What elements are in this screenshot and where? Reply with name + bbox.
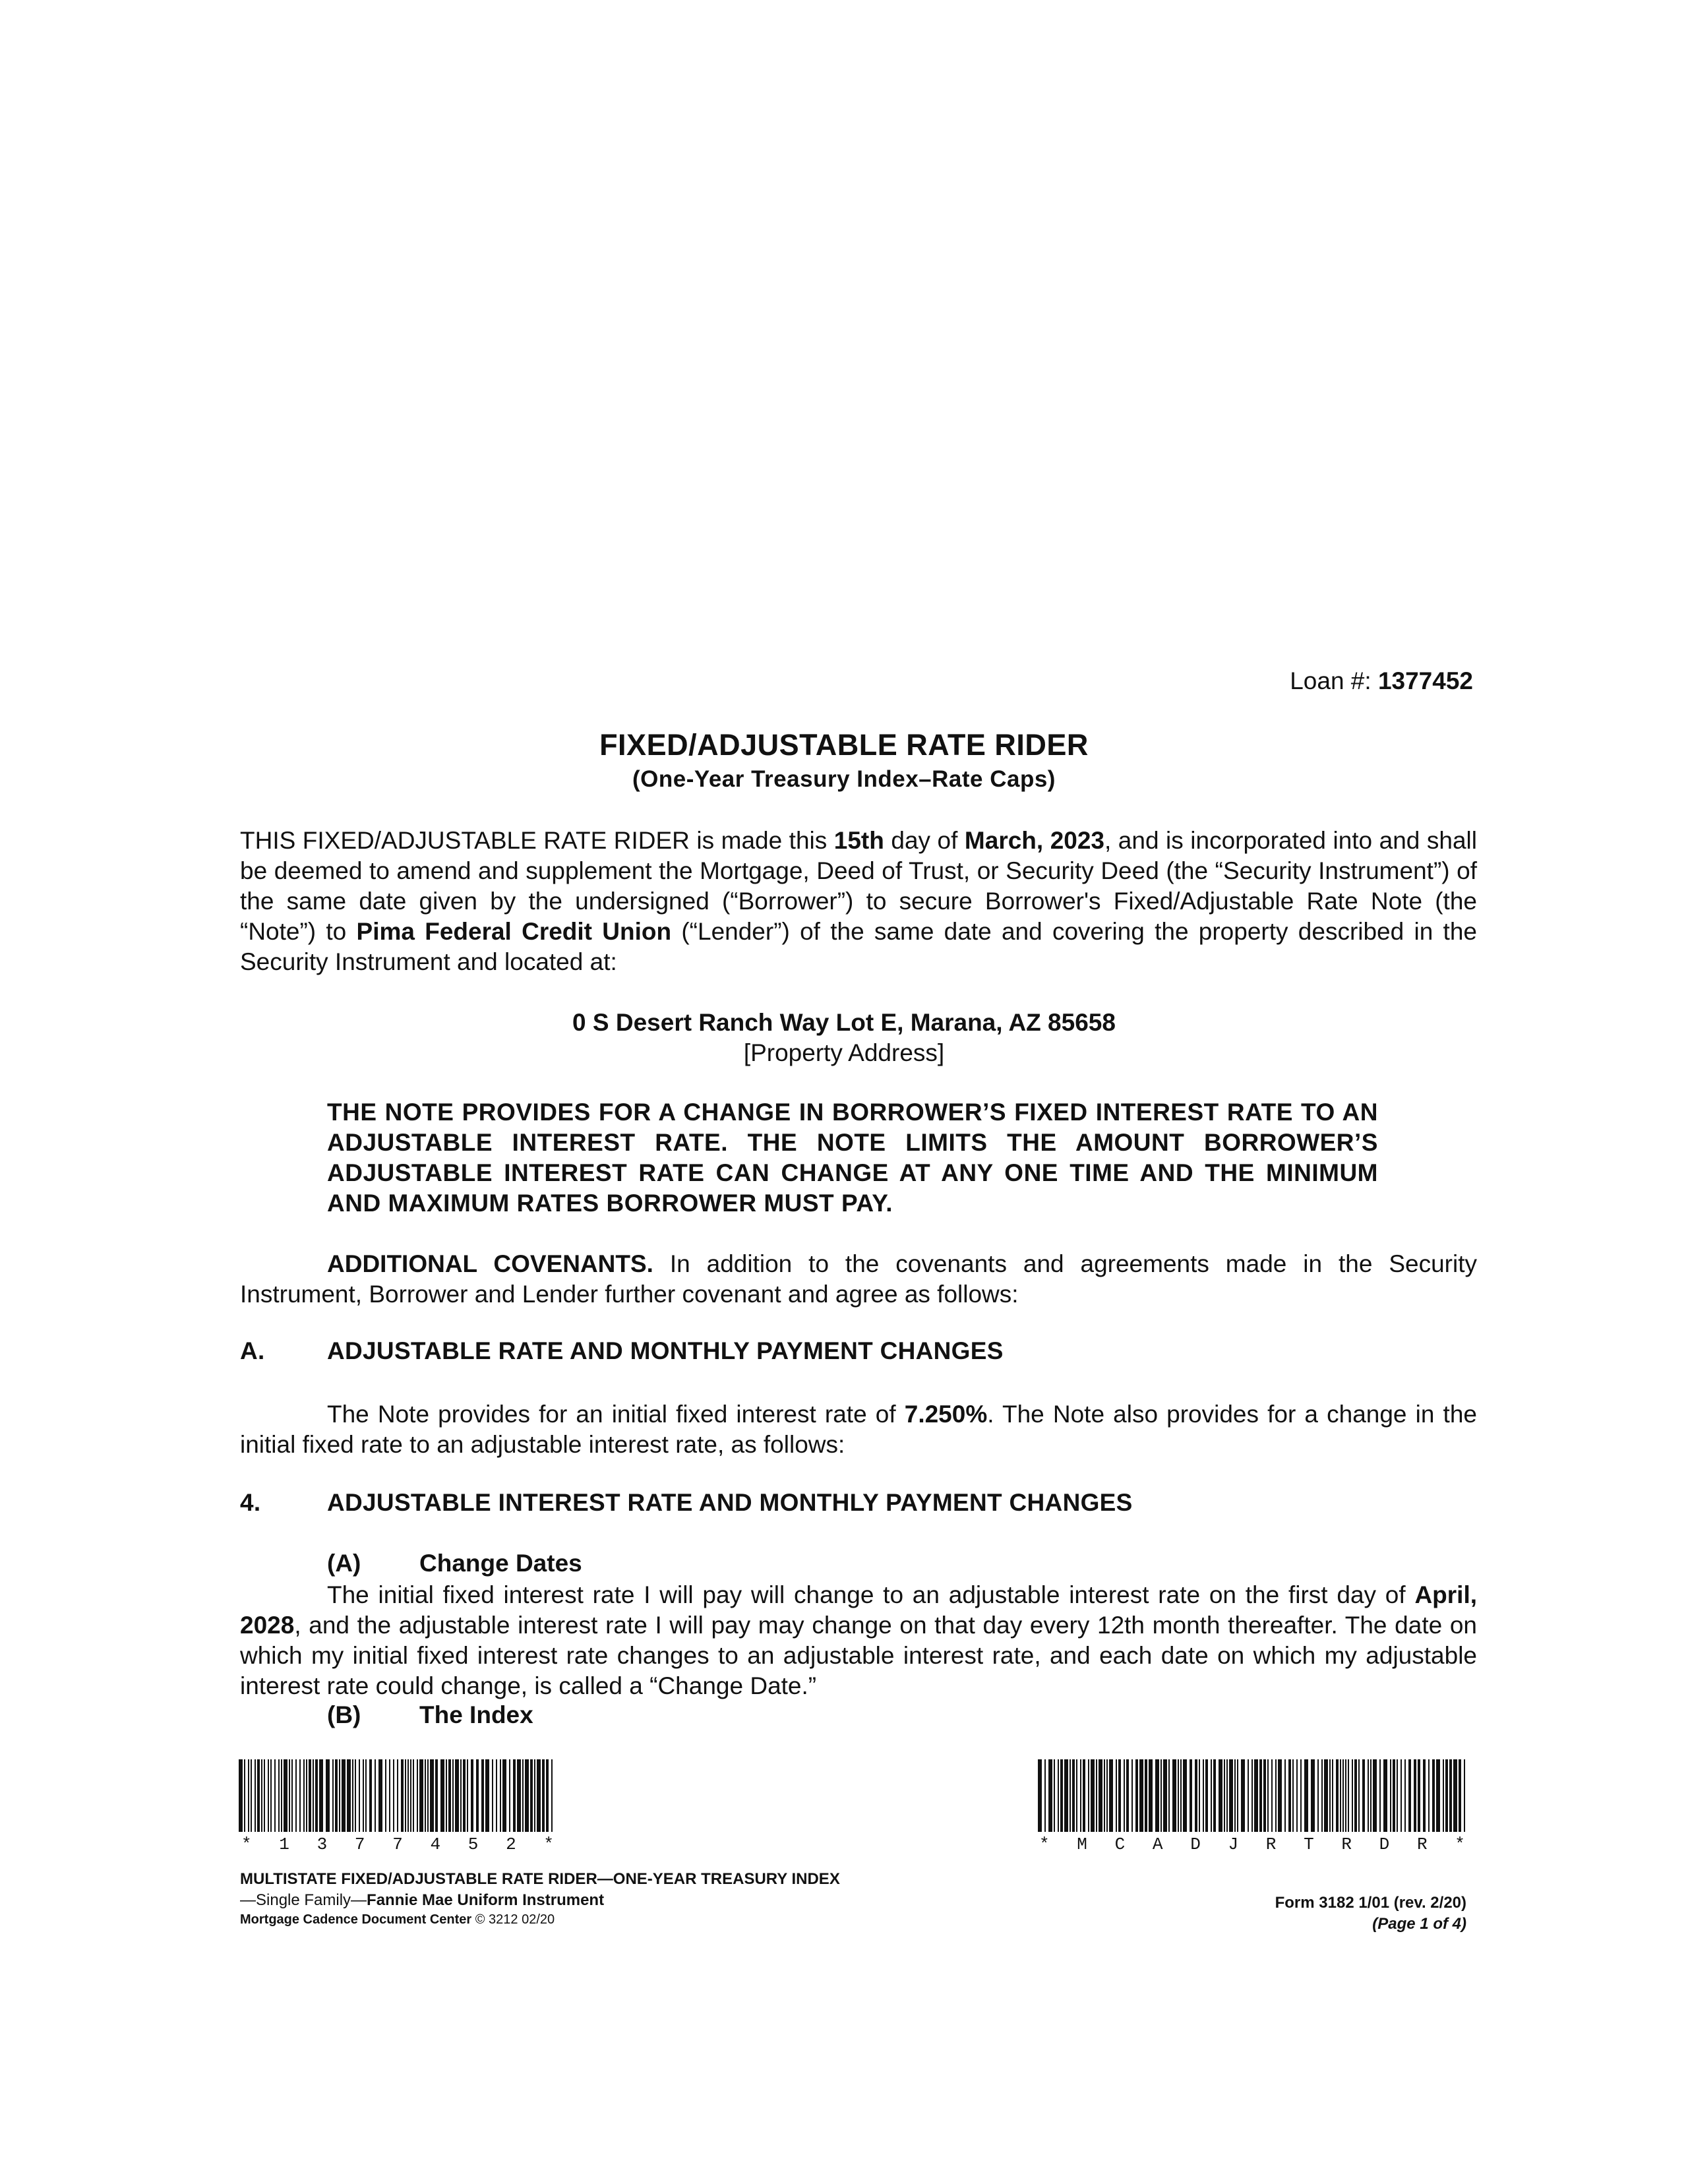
barcode-bar xyxy=(492,1759,493,1832)
barcode-bar xyxy=(1076,1759,1077,1832)
barcode-bar xyxy=(1060,1759,1063,1832)
document-title: FIXED/ADJUSTABLE RATE RIDER xyxy=(599,728,1089,762)
intro-text-2: day of xyxy=(884,827,965,854)
barcode-bar xyxy=(295,1759,297,1832)
barcode-bar xyxy=(440,1759,444,1832)
barcode-bar xyxy=(255,1759,256,1832)
barcode-bar xyxy=(1304,1759,1308,1832)
section-a-title: ADJUSTABLE RATE AND MONTHLY PAYMENT CHANGES xyxy=(327,1337,1004,1364)
barcode-bar xyxy=(1241,1759,1245,1832)
barcode-bar xyxy=(1358,1759,1360,1832)
intro-text-3: , and is incorporated into and shall be deemed to amend and supplement the Mortgage, Deed of Trust, or Security Deed (the “Security Instrument”) of the same date given by the undersigned (“Borrower”) to secure Borrower's Fixed/Adjustable Rate Note (the “Note”) to xyxy=(240,827,1477,945)
section-a-text-2: . The Note also provides for a change in the initial fixed rate to an adjustable interest rate, as follows: xyxy=(240,1401,1477,1458)
barcode-bar xyxy=(342,1759,346,1832)
footer-doc-center-name: Mortgage Cadence Document Center xyxy=(240,1912,472,1927)
barcode-bar xyxy=(278,1759,280,1832)
footer-form-number: Form 3182 1/01 (rev. 2/20) xyxy=(1275,1894,1466,1912)
barcode-bar xyxy=(1058,1759,1059,1832)
change-dates-text-1: The initial fixed interest rate I will pay will change to an adjustable interest rate on the first day of xyxy=(327,1581,1415,1608)
barcode-char: R xyxy=(1416,1835,1428,1854)
barcode-bar xyxy=(525,1759,529,1832)
barcode-char: 2 xyxy=(506,1835,516,1854)
barcode-bar xyxy=(500,1759,501,1832)
subsection-a-title: Change Dates xyxy=(419,1550,582,1577)
barcode-bar xyxy=(452,1759,454,1832)
footer-uniform-instrument: Fannie Mae Uniform Instrument xyxy=(367,1891,605,1909)
barcode-bar xyxy=(378,1759,382,1832)
barcode-bar xyxy=(264,1759,265,1832)
document-subtitle: (One-Year Treasury Index–Rate Caps) xyxy=(632,766,1056,792)
barcode-bar xyxy=(405,1759,406,1832)
covenants-text: In addition to the covenants and agreements made in the Security Instrument, Borrower and Lender further covenant and agree as follows: xyxy=(240,1250,1477,1308)
change-dates-text-2: , and the adjustable interest rate I will pay may change on that day every 12th month thereafter. The date on which my initial fixed interest rate changes to an adjustable interest rate, and each date on which my adjustable interest rate could change, is called a “Change Date.” xyxy=(240,1612,1477,1699)
barcode-bar xyxy=(1311,1759,1315,1832)
barcode-bar xyxy=(1345,1759,1346,1832)
barcode-bar xyxy=(268,1759,269,1832)
barcode-bar xyxy=(1352,1759,1353,1832)
barcode-bar xyxy=(517,1759,521,1832)
barcode-bar xyxy=(1251,1759,1253,1832)
barcode-bar xyxy=(1443,1759,1444,1832)
section-4-title: ADJUSTABLE INTEREST RATE AND MONTHLY PAYMENT CHANGES xyxy=(327,1489,1133,1516)
barcode-bar xyxy=(1263,1759,1266,1832)
barcode-bar xyxy=(369,1759,372,1832)
barcode-bar xyxy=(306,1759,307,1832)
section-a-number: A. xyxy=(240,1337,265,1364)
barcode-bar xyxy=(1436,1759,1440,1832)
loan-label: Loan #: xyxy=(1290,667,1372,694)
barcode-bar xyxy=(1088,1759,1089,1832)
barcode-bar xyxy=(1348,1759,1349,1832)
barcode-bar xyxy=(315,1759,318,1832)
barcode-bar xyxy=(1383,1759,1387,1832)
barcode-bar xyxy=(385,1759,386,1832)
barcode-bar xyxy=(530,1759,533,1832)
barcode-bar xyxy=(270,1759,272,1832)
barcode-bar xyxy=(1390,1759,1391,1832)
barcode-bar xyxy=(1397,1759,1398,1832)
barcode-bar xyxy=(397,1759,398,1832)
barcode-char: C xyxy=(1114,1835,1126,1854)
barcode-bar xyxy=(1080,1759,1081,1832)
barcode-bar xyxy=(496,1759,497,1832)
intro-text-4: (“Lender”) of the same date and covering the property described in the Security Instrument and located at: xyxy=(240,918,1477,975)
loan-barcode-text xyxy=(241,1835,554,1854)
barcode-bar xyxy=(413,1759,414,1832)
barcode-bar xyxy=(1321,1759,1323,1832)
barcode-char: D xyxy=(1379,1835,1390,1854)
loan-barcode-icon xyxy=(239,1759,554,1832)
document-barcode-text xyxy=(1039,1835,1465,1854)
barcode-bar xyxy=(1183,1759,1187,1832)
intro-day: 15th xyxy=(833,827,884,854)
barcode-bar xyxy=(332,1759,334,1832)
barcode-bar xyxy=(299,1759,301,1832)
barcode-bar xyxy=(1248,1759,1249,1832)
barcode-bar xyxy=(455,1759,459,1832)
barcode-bar xyxy=(1354,1759,1357,1832)
barcode-bar xyxy=(1070,1759,1071,1832)
barcode-bar xyxy=(274,1759,276,1832)
barcode-bar xyxy=(1195,1759,1197,1832)
intro-month-year: March, 2023 xyxy=(964,827,1105,854)
barcode-bar xyxy=(427,1759,429,1832)
intro-text-1: THIS FIXED/ADJUSTABLE RATE RIDER is made this xyxy=(240,827,834,854)
property-address: 0 S Desert Ranch Way Lot E, Marana, AZ 85658 xyxy=(572,1009,1116,1036)
barcode-bar xyxy=(1163,1759,1167,1832)
barcode-bar xyxy=(1109,1759,1113,1832)
barcode-bar xyxy=(1275,1759,1277,1832)
barcode-bar xyxy=(1414,1759,1416,1832)
barcode-bar xyxy=(1172,1759,1176,1832)
barcode-bar xyxy=(1342,1759,1344,1832)
barcode-bar xyxy=(1449,1759,1452,1832)
barcode-bar xyxy=(1288,1759,1291,1832)
barcode-bar xyxy=(393,1759,394,1832)
barcode-bar xyxy=(1180,1759,1182,1832)
property-address-label: [Property Address] xyxy=(743,1039,945,1066)
barcode-bar xyxy=(1226,1759,1228,1832)
barcode-bar xyxy=(435,1759,438,1832)
barcode-char: A xyxy=(1152,1835,1163,1854)
barcode-char: 3 xyxy=(316,1835,328,1854)
barcode-bar xyxy=(1404,1759,1406,1832)
barcode-bar xyxy=(313,1759,314,1832)
subsection-b-heading xyxy=(327,1701,533,1729)
barcode-bar xyxy=(419,1759,423,1832)
barcode-bar xyxy=(1168,1759,1170,1832)
intro-paragraph xyxy=(240,826,1477,977)
barcode-bar xyxy=(1096,1759,1097,1832)
barcode-char: R xyxy=(1341,1835,1352,1854)
barcode-char: 5 xyxy=(467,1835,479,1854)
barcode-bar xyxy=(1370,1759,1372,1832)
barcode-bar xyxy=(1104,1759,1105,1832)
barcode-bar xyxy=(1464,1759,1465,1832)
section-a-paragraph xyxy=(240,1399,1477,1460)
section-a-heading xyxy=(240,1337,1004,1365)
barcode-char: 7 xyxy=(392,1835,403,1854)
barcode-bar xyxy=(1340,1759,1341,1832)
barcode-bar xyxy=(509,1759,510,1832)
barcode-bar xyxy=(1453,1759,1457,1832)
footer-page-number: (Page 1 of 4) xyxy=(1372,1915,1466,1933)
barcode-bar xyxy=(1155,1759,1159,1832)
barcode-bar xyxy=(417,1759,418,1832)
barcode-bar xyxy=(291,1759,293,1832)
barcode-bar xyxy=(1267,1759,1269,1832)
barcode-bar xyxy=(1229,1759,1233,1832)
barcode-bar xyxy=(1401,1759,1402,1832)
barcode-bar xyxy=(410,1759,411,1832)
barcode-char: 1 xyxy=(279,1835,289,1854)
barcode-bar xyxy=(1126,1759,1129,1832)
barcode-bar xyxy=(1211,1759,1212,1832)
barcode-bar xyxy=(534,1759,535,1832)
barcode-bar xyxy=(1408,1759,1411,1832)
barcode-bar xyxy=(537,1759,541,1832)
footer-right xyxy=(1275,1894,1466,1933)
footer-single-family: —Single Family— xyxy=(240,1891,367,1909)
barcode-bar xyxy=(1259,1759,1262,1832)
barcode-bar xyxy=(401,1759,404,1832)
barcode-char: * xyxy=(1039,1835,1050,1854)
barcode-bar xyxy=(485,1759,489,1832)
barcode-bar xyxy=(1048,1759,1052,1832)
barcode-bar xyxy=(1099,1759,1102,1832)
barcode-bar xyxy=(1362,1759,1365,1832)
barcode-bar xyxy=(1118,1759,1121,1832)
barcode-bar xyxy=(1091,1759,1095,1832)
barcode-char: D xyxy=(1190,1835,1201,1854)
barcode-bar xyxy=(1219,1759,1222,1832)
barcode-bar xyxy=(502,1759,506,1832)
barcode-char: * xyxy=(543,1835,554,1854)
barcode-bar xyxy=(1205,1759,1208,1832)
covenants-lead: ADDITIONAL COVENANTS. xyxy=(327,1250,653,1277)
footer-left xyxy=(240,1870,840,1927)
barcode-char: 4 xyxy=(430,1835,441,1854)
barcode-bar xyxy=(513,1759,516,1832)
subsection-a-letter: (A) xyxy=(327,1550,361,1577)
barcode-bar xyxy=(1190,1759,1192,1832)
barcode-bar xyxy=(326,1759,330,1832)
barcode-bar xyxy=(389,1759,390,1832)
barcode-bar xyxy=(1106,1759,1108,1832)
barcode-bar xyxy=(1393,1759,1395,1832)
barcode-char: J xyxy=(1228,1835,1239,1854)
barcode-bar xyxy=(1237,1759,1238,1832)
barcode-bar xyxy=(430,1759,434,1832)
barcode-bar xyxy=(309,1759,311,1832)
subsection-b-title: The Index xyxy=(419,1701,533,1728)
barcode-bar xyxy=(239,1759,243,1832)
footer-form-title: MULTISTATE FIXED/ADJUSTABLE RATE RIDER—ONE-YEAR TREASURY INDEX xyxy=(240,1870,840,1888)
barcode-bar xyxy=(319,1759,323,1832)
barcode-bar xyxy=(1234,1759,1236,1832)
barcode-bar xyxy=(347,1759,351,1832)
barcode-bar xyxy=(1278,1759,1282,1832)
barcode-bar xyxy=(463,1759,466,1832)
loan-number xyxy=(1290,667,1473,695)
barcode-bar xyxy=(1083,1759,1085,1832)
barcode-bar xyxy=(1324,1759,1328,1832)
barcode-bar xyxy=(460,1759,462,1832)
barcode-bar xyxy=(1296,1759,1298,1832)
barcode-bar xyxy=(1054,1759,1055,1832)
barcode-bar xyxy=(365,1759,367,1832)
barcode-bar xyxy=(481,1759,484,1832)
barcode-bar xyxy=(1160,1759,1162,1832)
section-4-number: 4. xyxy=(240,1489,261,1516)
barcode-bar xyxy=(448,1759,451,1832)
barcode-bar xyxy=(1336,1759,1339,1832)
barcode-bar xyxy=(1224,1759,1225,1832)
barcode-bar xyxy=(1254,1759,1258,1832)
barcode-bar xyxy=(1300,1759,1302,1832)
barcode-bar xyxy=(1423,1759,1426,1832)
barcode-bar xyxy=(339,1759,340,1832)
barcode-bar xyxy=(1292,1759,1294,1832)
barcode-char: * xyxy=(241,1835,252,1854)
barcode-bar xyxy=(1178,1759,1179,1832)
barcode-bar xyxy=(476,1759,479,1832)
covenants-paragraph xyxy=(240,1249,1477,1310)
barcode-bar xyxy=(281,1759,282,1832)
barcode-bar xyxy=(1329,1759,1331,1832)
barcode-bar xyxy=(1271,1759,1273,1832)
barcode-char: R xyxy=(1265,1835,1277,1854)
barcode-bar xyxy=(1373,1759,1377,1832)
subsection-b-letter: (B) xyxy=(327,1701,361,1728)
barcode-bar xyxy=(1432,1759,1435,1832)
barcode-bar xyxy=(1135,1759,1138,1832)
barcode-bar xyxy=(284,1759,287,1832)
barcode-bar xyxy=(244,1759,245,1832)
barcode-bar xyxy=(363,1759,364,1832)
barcode-bar xyxy=(1145,1759,1147,1832)
barcode-bar xyxy=(303,1759,305,1832)
barcode-bar xyxy=(1124,1759,1125,1832)
barcode-bar xyxy=(359,1759,360,1832)
barcode-bar xyxy=(1064,1759,1068,1832)
barcode-bar xyxy=(471,1759,473,1832)
barcode-bar xyxy=(1149,1759,1153,1832)
barcode-char: * xyxy=(1455,1835,1465,1854)
change-dates-paragraph xyxy=(240,1580,1477,1701)
barcode-bar xyxy=(1072,1759,1075,1832)
barcode-bar xyxy=(1368,1759,1369,1832)
barcode-bar xyxy=(1203,1759,1204,1832)
barcode-bar xyxy=(257,1759,260,1832)
barcode-bar xyxy=(1317,1759,1319,1832)
barcode-bar xyxy=(1284,1759,1286,1832)
initial-rate: 7.250% xyxy=(904,1401,988,1428)
barcode-bar xyxy=(1418,1759,1420,1832)
notice-paragraph: THE NOTE PROVIDES FOR A CHANGE IN BORROWER’S FIXED INTEREST RATE TO AN ADJUSTABLE INTEREST RATE. THE NOTE LIMITS THE AMOUNT BORROWER’S ADJUSTABLE INTEREST RATE CAN CHANGE AT ANY ONE TIME AND THE MINIMUM AND MAXIMUM RATES BORROWER MUST PAY. xyxy=(327,1099,1378,1217)
barcode-bar xyxy=(425,1759,426,1832)
barcode-bar xyxy=(251,1759,252,1832)
footer-instrument xyxy=(240,1891,840,1910)
title-block xyxy=(0,728,1688,793)
barcode-bar xyxy=(289,1759,290,1832)
barcode-bar xyxy=(335,1759,338,1832)
barcode-char: M xyxy=(1077,1835,1087,1854)
document-barcode-icon xyxy=(1038,1759,1465,1832)
first-change-date: April, 2028 xyxy=(240,1581,1477,1639)
barcode-bar xyxy=(407,1759,409,1832)
barcode-bar xyxy=(1199,1759,1200,1832)
barcode-bar xyxy=(1332,1759,1333,1832)
barcode-bar xyxy=(355,1759,356,1832)
barcode-bar xyxy=(1131,1759,1133,1832)
barcode-bar xyxy=(446,1759,447,1832)
barcode-bar xyxy=(1445,1759,1448,1832)
subsection-a-heading xyxy=(327,1550,582,1577)
barcode-char: 7 xyxy=(354,1835,365,1854)
barcode-bar xyxy=(1213,1759,1216,1832)
barcode-bar xyxy=(1428,1759,1430,1832)
property-address-block xyxy=(0,1008,1688,1068)
barcode-bar xyxy=(352,1759,353,1832)
footer-doc-center-code: © 3212 02/20 xyxy=(471,1912,555,1927)
barcode-bar xyxy=(546,1759,549,1832)
barcode-char: T xyxy=(1304,1835,1314,1854)
barcode-bar xyxy=(467,1759,468,1832)
barcode-bar xyxy=(248,1759,249,1832)
barcode-bar xyxy=(1044,1759,1046,1832)
barcode-bar xyxy=(1139,1759,1143,1832)
intro-lender: Pima Federal Credit Union xyxy=(356,918,672,945)
footer-doc-center xyxy=(240,1912,840,1927)
barcode-bar xyxy=(1038,1759,1042,1832)
barcode-bar xyxy=(1459,1759,1461,1832)
section-4-heading xyxy=(240,1489,1133,1517)
barcode-bar xyxy=(1379,1759,1381,1832)
barcode-bar xyxy=(542,1759,545,1832)
barcode-bar xyxy=(261,1759,262,1832)
loan-value: 1377452 xyxy=(1377,667,1473,694)
barcode-bar xyxy=(522,1759,524,1832)
barcode-bar xyxy=(375,1759,376,1832)
section-a-text-1: The Note provides for an initial fixed interest rate of xyxy=(327,1401,905,1428)
barcode-bar xyxy=(551,1759,553,1832)
barcode-bar xyxy=(1116,1759,1117,1832)
